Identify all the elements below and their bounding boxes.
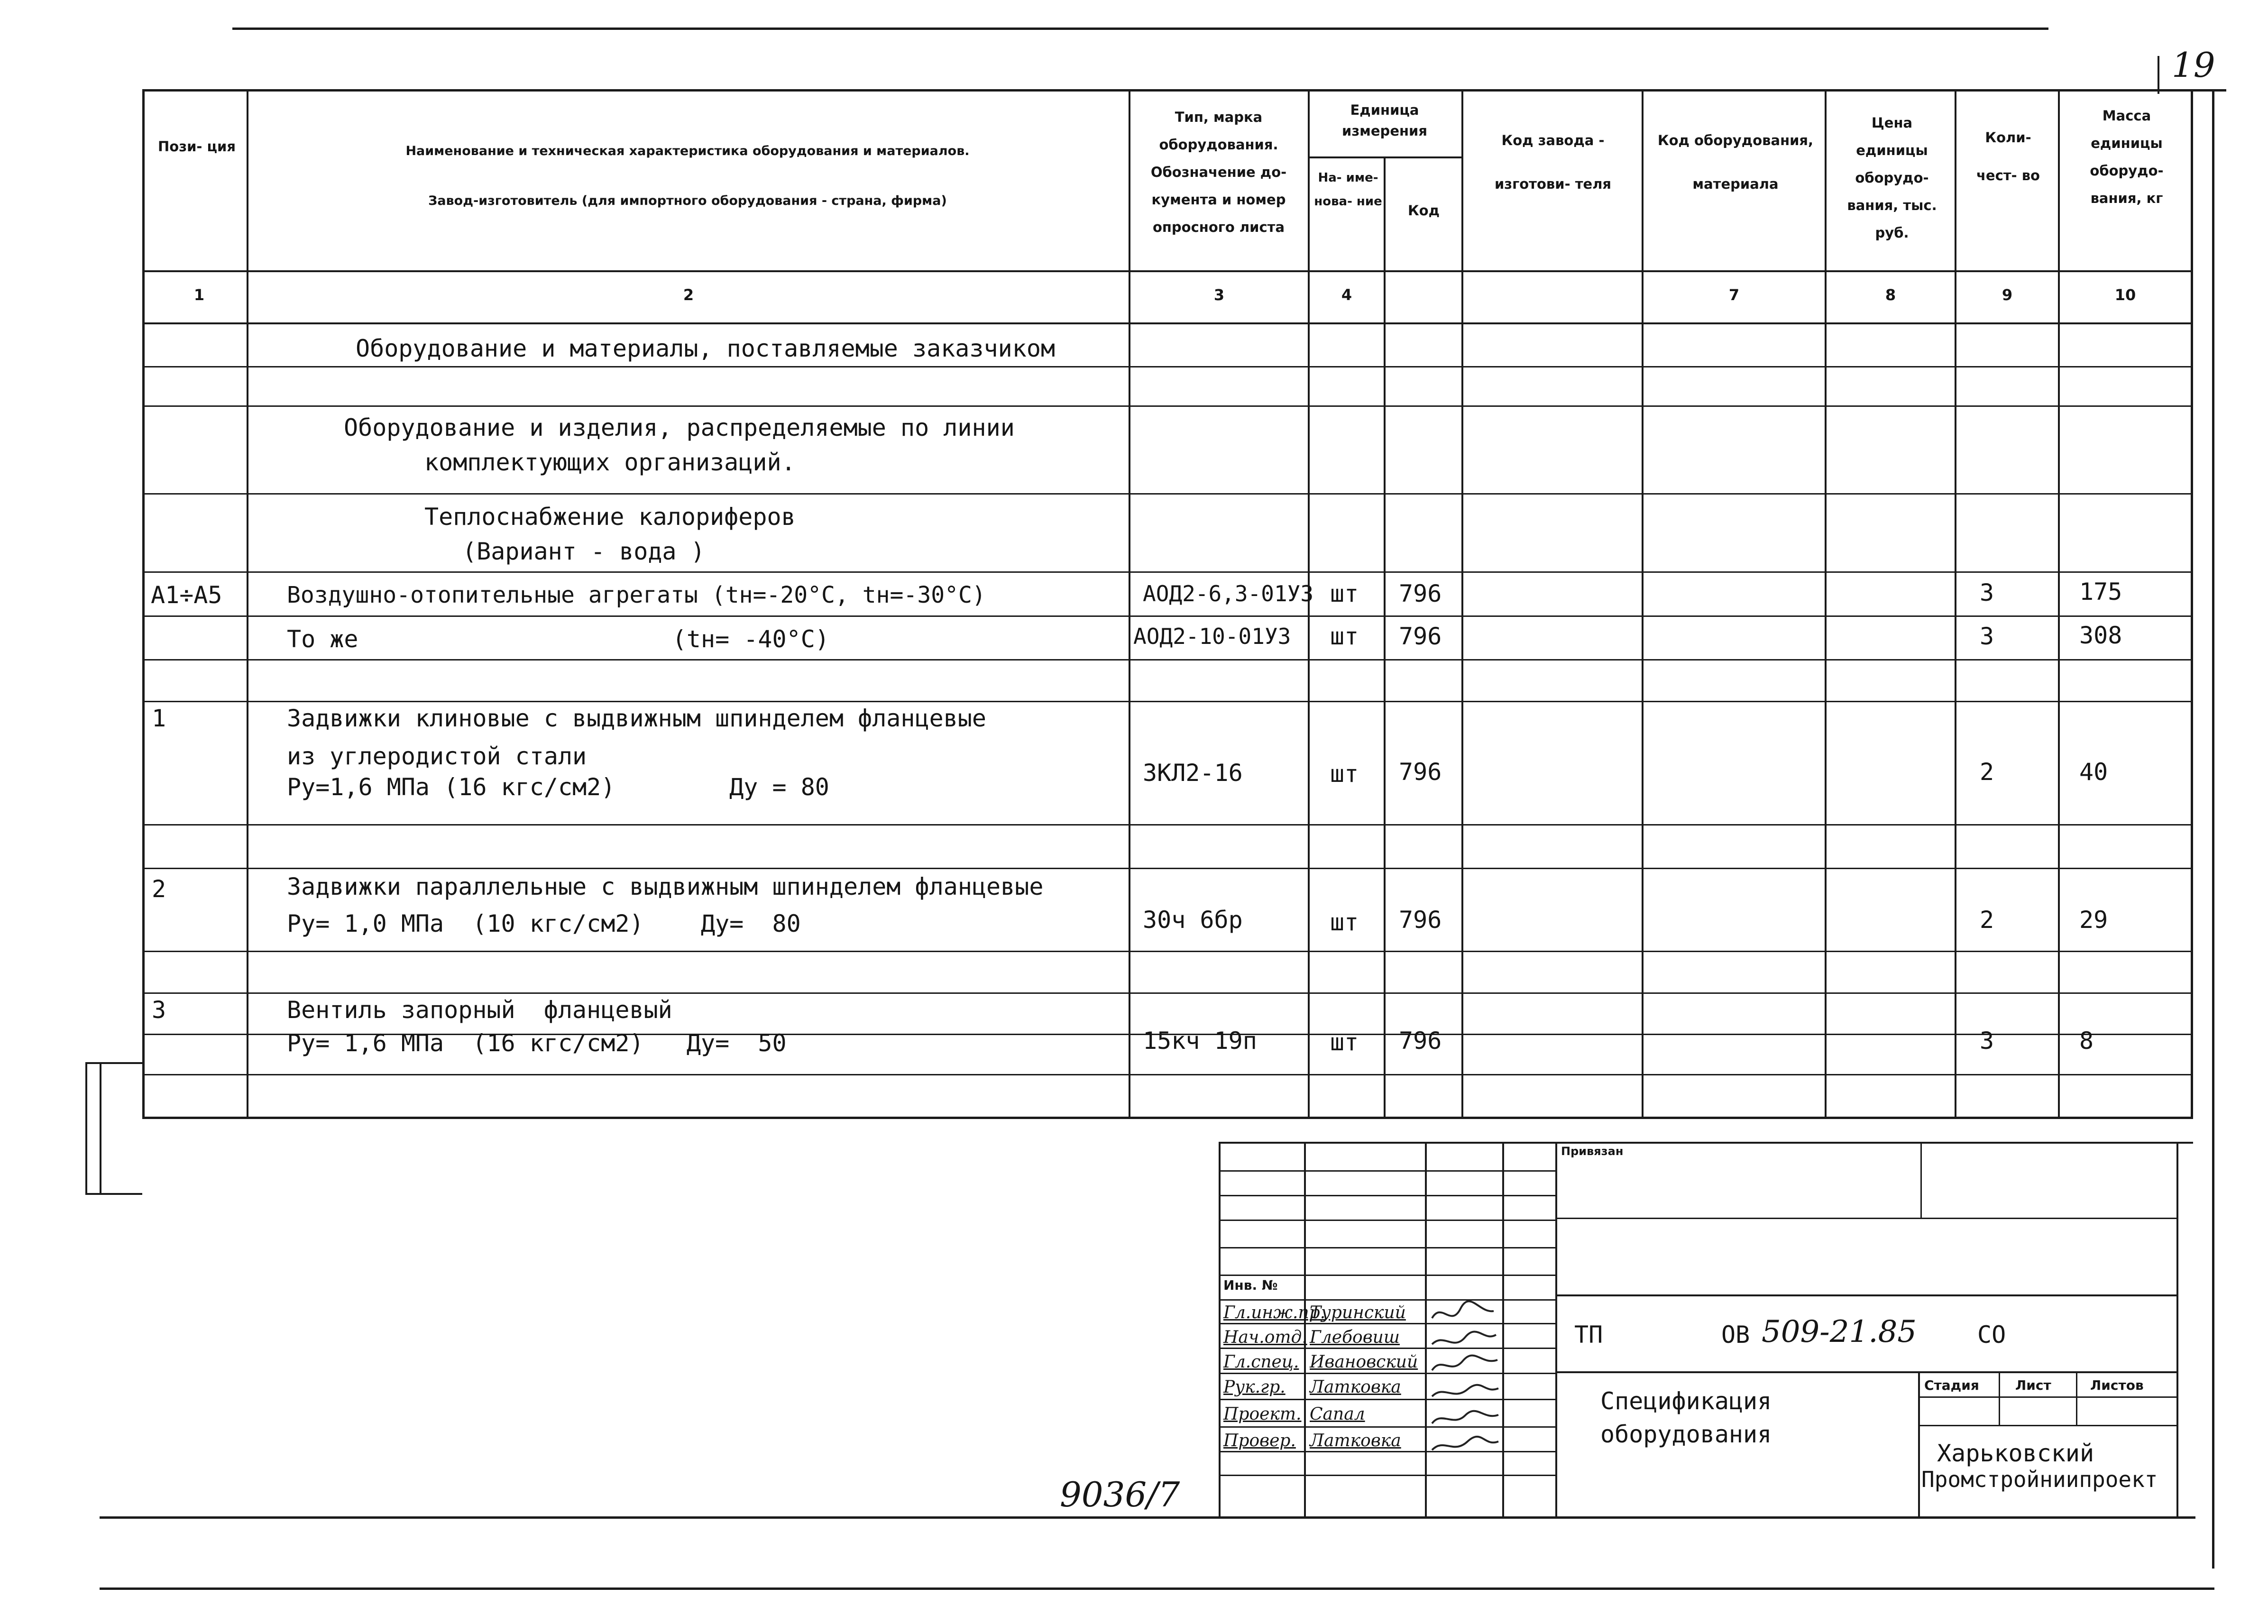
row3-name-line3: Ру=1,6 МПа (16 кгс/см2) Ду = 80 — [287, 773, 829, 801]
vline-2 — [1129, 89, 1130, 1118]
row5-type: 15кч 19п — [1143, 1027, 1257, 1055]
stamp-tp: ТП — [1574, 1321, 1603, 1349]
hline-m — [142, 1074, 2193, 1075]
stamp-sig-h6 — [1219, 1299, 1555, 1301]
stamp-sig-h5 — [1219, 1275, 1555, 1276]
stamp-stage-v2 — [2076, 1371, 2077, 1426]
row3-mass: 40 — [2079, 758, 2108, 786]
header-col-type: Тип, марка оборудования. Обозначение до- кумента и номер опросного листа — [1150, 109, 1287, 235]
section-heating-line2: (Вариант - вода ) — [462, 538, 705, 565]
signature-role-5: Проект. — [1223, 1404, 1302, 1424]
archive-number: 9036/7 — [1060, 1475, 1180, 1514]
row2-name: То же (tн= -40°С) — [287, 625, 829, 653]
stamp-stadiya: Стадия — [1924, 1377, 1979, 1393]
row3-type: 3КЛ2-16 — [1143, 759, 1243, 787]
header-col-name-line2: Завод-изготовитель (для импортного оборудования - страна, фирма) — [428, 193, 947, 208]
top-rule — [232, 28, 2048, 30]
colnum-8: 8 — [1885, 286, 1896, 304]
colnum-2: 2 — [683, 286, 694, 304]
row1-position: А1÷А5 — [151, 581, 222, 609]
stamp-privyazan-bottom — [1555, 1218, 2176, 1219]
row4-name-line2: Ру= 1,0 МПа (10 кгс/см2) Ду= 80 — [287, 910, 801, 937]
row2-unit-code: 796 — [1399, 623, 1442, 650]
stamp-list: Лист — [2015, 1377, 2051, 1393]
stamp-listov: Листов — [2090, 1377, 2144, 1393]
hline-j — [142, 951, 2193, 952]
row1-mass: 175 — [2079, 578, 2122, 606]
header-col-factory-code: Код завода - изготови- теля — [1494, 132, 1612, 192]
row5-mass: 8 — [2079, 1027, 2094, 1055]
frame-top — [142, 89, 2226, 92]
stamp-stage-h1 — [1918, 1396, 2176, 1398]
row1-type: АОД2-6,3-01У3 — [1143, 581, 1314, 606]
row4-quantity: 2 — [1980, 906, 1994, 934]
vline-7 — [1825, 89, 1827, 1118]
vline-9 — [2058, 89, 2060, 1118]
colnum-10: 10 — [2114, 286, 2136, 304]
stamp-sig-h10 — [1219, 1399, 1555, 1400]
stamp-top — [1219, 1142, 2193, 1144]
stamp-stage-left — [1918, 1371, 1920, 1516]
signature-role-3: Гл.спец. — [1223, 1352, 1299, 1372]
stamp-inv-no: Инв. № — [1223, 1277, 1278, 1293]
row1-quantity: 3 — [1980, 579, 1994, 606]
unit-subheader-line — [1308, 156, 1463, 158]
stamp-doc-code: ОВ — [1721, 1321, 1750, 1349]
hline-e — [142, 615, 2193, 617]
section-distributed-line2: комплектующих организаций. — [424, 449, 796, 476]
colnum-7: 7 — [1728, 286, 1740, 304]
vline-6 — [1642, 89, 1644, 1118]
stamp-main-left — [1555, 1142, 1557, 1516]
row1-unit-code: 796 — [1399, 580, 1442, 607]
signature-role-2: Нач.отд. — [1223, 1328, 1307, 1347]
signature-role-4: Рук.гр. — [1223, 1377, 1286, 1397]
header-col-equipment-code: Код оборудования, материала — [1657, 132, 1814, 192]
header-col-unit-name: На- име- нова- ние — [1314, 171, 1382, 209]
row4-unit-code: 796 — [1399, 906, 1442, 934]
hline-a — [142, 366, 2193, 367]
signature-name-6: Латковка — [1310, 1431, 1401, 1450]
stamp-sig-h3 — [1219, 1220, 1555, 1221]
hline-k — [142, 992, 2193, 994]
stamp-left — [1219, 1142, 1221, 1516]
row5-position: 3 — [152, 996, 166, 1024]
bottom-rule-1 — [100, 1516, 2195, 1519]
vline-8 — [1955, 89, 1956, 1118]
vline-1 — [247, 89, 248, 1118]
signature-role-1: Гл.инж.пр. — [1223, 1303, 1326, 1322]
stamp-sig-h7 — [1219, 1323, 1555, 1324]
bottom-rule-2 — [100, 1587, 2214, 1590]
signature-name-4: Латковка — [1310, 1377, 1401, 1397]
colnum-1: 1 — [193, 286, 205, 304]
stamp-sig-h4 — [1219, 1247, 1555, 1248]
stamp-sig-h12 — [1219, 1451, 1555, 1452]
stamp-right — [2176, 1142, 2178, 1516]
header-col-price: Цена единицы оборудо- вания, тыс. руб. — [1847, 115, 1937, 241]
stamp-doc-number: 509-21.85 — [1762, 1314, 1917, 1349]
stamp-sig-h13 — [1219, 1475, 1555, 1476]
header-col-unit-code: Код — [1407, 202, 1440, 219]
vline-4 — [1384, 156, 1386, 1118]
frame-right-outer — [2212, 89, 2214, 1569]
header-col-unit-group: Единица измерения — [1342, 102, 1427, 139]
row5-name-line2: Ру= 1,6 МПа (16 кгс/см2) Ду= 50 — [287, 1029, 787, 1057]
row2-quantity: 3 — [1980, 623, 1994, 650]
hline-b — [142, 405, 2193, 407]
row2-mass: 308 — [2079, 622, 2122, 649]
stamp-sig-h1 — [1219, 1170, 1555, 1172]
binding-stub-top — [85, 1062, 142, 1064]
vline-5 — [1461, 89, 1463, 1118]
stamp-code-top — [1555, 1294, 2176, 1296]
row5-name-line1: Вентиль запорный фланцевый — [287, 996, 672, 1024]
hline-f — [142, 659, 2193, 661]
row5-quantity: 3 — [1980, 1027, 1994, 1055]
row1-unit: шт — [1330, 580, 1359, 607]
header-col-quantity: Коли- чест- во — [1976, 129, 2040, 184]
stamp-title-line2: оборудования — [1600, 1421, 1772, 1448]
stamp-privyazan-divider — [1920, 1142, 1922, 1219]
header-col-position: Пози- ция — [158, 138, 236, 155]
header-bottom — [142, 270, 2193, 272]
stamp-sig-h9 — [1219, 1373, 1555, 1374]
stamp-sig-h8 — [1219, 1348, 1555, 1349]
colnum-bottom — [142, 322, 2193, 324]
colnum-3: 3 — [1213, 286, 1225, 304]
header-col-mass: Масса единицы оборудо- вания, кг — [2090, 108, 2164, 206]
row2-type: АОД2-10-01У3 — [1133, 624, 1291, 649]
section-customer-supplied: Оборудование и материалы, поставляемые заказчиком — [356, 335, 1056, 362]
stamp-org-line2: Промстройниипроект — [1921, 1467, 2158, 1492]
stamp-code-bottom — [1555, 1371, 2176, 1373]
signature-name-3: Ивановский — [1310, 1352, 1418, 1372]
row3-name-line2: из углеродистой стали — [287, 743, 587, 770]
stamp-title-line1: Спецификация — [1600, 1387, 1772, 1415]
row5-unit-code: 796 — [1399, 1027, 1442, 1055]
colnum-9: 9 — [2002, 286, 2013, 304]
signature-role-6: Провер. — [1223, 1431, 1296, 1450]
row4-type: 30ч 6бр — [1143, 906, 1243, 934]
row4-position: 2 — [152, 875, 166, 903]
binding-stub-bottom — [85, 1193, 142, 1195]
row3-position: 1 — [152, 705, 166, 732]
stamp-org-line1: Харьковский — [1937, 1440, 2094, 1467]
colnum-4: 4 — [1341, 286, 1352, 304]
signature-name-2: Глебовиш — [1310, 1328, 1400, 1347]
table-bottom — [142, 1117, 2193, 1119]
hline-c — [142, 493, 2193, 495]
frame-left — [142, 89, 145, 1118]
row2-unit: шт — [1330, 623, 1359, 650]
hline-h — [142, 824, 2193, 826]
row4-unit: шт — [1330, 908, 1359, 936]
row4-name-line1: Задвижки параллельные с выдвижным шпинделем фланцевые — [287, 873, 1044, 900]
stamp-stage-v1 — [1999, 1371, 2000, 1426]
row3-unit: шт — [1330, 760, 1359, 788]
frame-right — [2191, 89, 2193, 1118]
row3-unit-code: 796 — [1399, 758, 1442, 786]
stamp-co: СО — [1977, 1321, 2006, 1349]
section-distributed-line1: Оборудование и изделия, распределяемые по линии — [344, 414, 1015, 441]
row3-name-line1: Задвижки клиновые с выдвижным шпинделем фланцевые — [287, 705, 987, 732]
row1-name: Воздушно-отопительные агрегаты (tн=-20°С, tн=-30°С) — [287, 582, 986, 608]
header-col-name-line1: Наименование и техническая характеристика оборудования и материалов. — [405, 144, 970, 158]
row3-quantity: 2 — [1980, 758, 1994, 786]
binding-stub-outer — [85, 1062, 87, 1195]
page-number: 19 — [2172, 45, 2215, 85]
hline-i — [142, 868, 2193, 869]
stamp-sig-h11 — [1219, 1426, 1555, 1428]
page-number-tick — [2158, 56, 2159, 94]
hline-d — [142, 571, 2193, 573]
row5-unit: шт — [1330, 1028, 1359, 1056]
binding-stub-inner — [100, 1062, 101, 1195]
stamp-stage-h2 — [1918, 1425, 2176, 1426]
stamp-sig-v2 — [1425, 1142, 1427, 1516]
stamp-privyazan: Привязан — [1561, 1145, 1624, 1158]
signature-name-5: Сапал — [1310, 1404, 1365, 1424]
section-heating-line1: Теплоснабжение калориферов — [424, 503, 796, 531]
row4-mass: 29 — [2079, 906, 2108, 934]
signature-scribbles — [1427, 1299, 1503, 1475]
stamp-sig-h2 — [1219, 1195, 1555, 1196]
hline-g — [142, 701, 2193, 702]
signature-name-1: Туринский — [1310, 1303, 1406, 1322]
